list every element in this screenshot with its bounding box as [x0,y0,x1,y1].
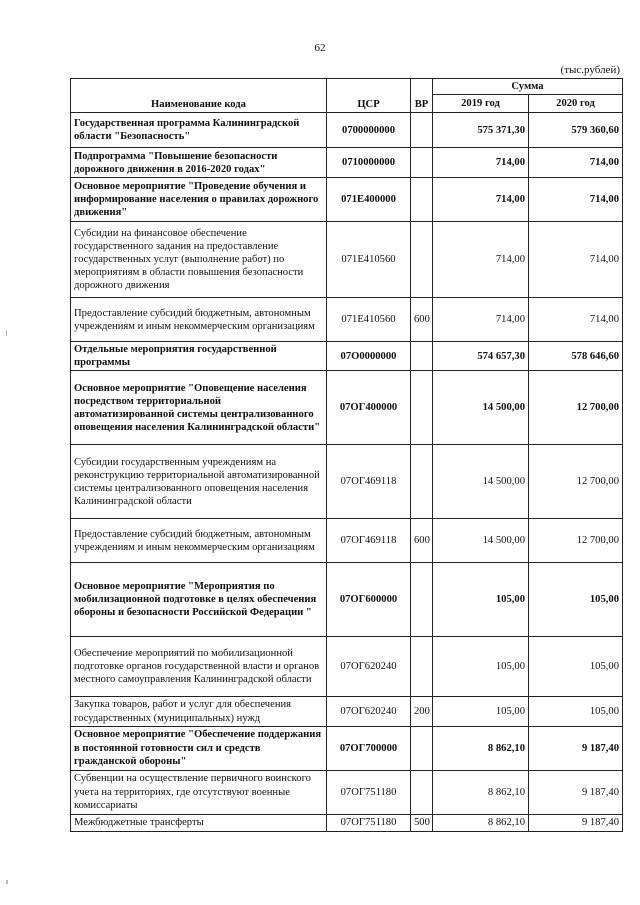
row-sum-2019: 714,00 [433,222,529,298]
table-row [71,222,623,298]
row-sum-2020: 579 360,60 [529,113,623,148]
row-csr: 0710000000 [327,148,411,178]
row-vr [411,770,433,814]
row-sum-2020: 9 187,40 [529,770,623,814]
table-row [71,148,623,178]
table-row [71,519,623,563]
row-csr: 07ОГ751180 [327,770,411,814]
table-row [71,298,623,342]
row-csr: 07ОГ700000 [327,726,411,770]
row-name: Государственная программа Калининградской области "Безопасность" [71,113,327,148]
header-sum: Сумма [433,79,623,95]
header-year-2019: 2019 год [433,95,529,113]
margin-mark-top [6,330,7,336]
row-name: Основное мероприятие "Обеспечение поддержания в постоянной готовности сил и средств гражданской обороны" [71,726,327,770]
row-sum-2020: 9 187,40 [529,814,623,831]
row-sum-2019: 8 862,10 [433,726,529,770]
page-number: 62 [314,42,326,54]
row-csr: 07ОГ751180 [327,814,411,831]
row-name: Обеспечение мероприятий по мобилизационной подготовке органов государственной власти и органов местного самоуправления Калининградской области [71,637,327,697]
row-sum-2019: 14 500,00 [433,519,529,563]
row-sum-2020: 12 700,00 [529,445,623,519]
table-row [71,697,623,726]
row-vr: 200 [411,697,433,726]
row-csr: 0700000000 [327,113,411,148]
row-name: Отдельные мероприятия государственной программы [71,342,327,371]
row-name: Предоставление субсидий бюджетным, автономным учреждениям и иным некоммерческим организациям [71,298,327,342]
row-name: Субсидии на финансовое обеспечение государственного задания на предоставление государственных услуг (выполнение работ) по мероприятиям в области повышения безопасности дорожного движения [71,222,327,298]
row-vr [411,148,433,178]
row-name: Основное мероприятие "Проведение обучения и информирование населения о правилах дорожного движения" [71,178,327,222]
header-row-1 [71,79,623,95]
row-vr [411,445,433,519]
table-row [71,637,623,697]
row-sum-2020: 714,00 [529,178,623,222]
table-row [71,178,623,222]
row-name: Подпрограмма "Повышение безопасности дорожного движения в 2016-2020 годах" [71,148,327,178]
row-vr [411,222,433,298]
row-sum-2019: 14 500,00 [433,445,529,519]
row-sum-2020: 105,00 [529,563,623,637]
row-name: Предоставление субсидий бюджетным, автономным учреждениям и иным некоммерческим организациям [71,519,327,563]
header-vr: ВР [411,79,433,113]
row-vr: 600 [411,298,433,342]
row-csr: 071E410560 [327,222,411,298]
table-row [71,342,623,371]
row-csr: 07ОГ469118 [327,445,411,519]
row-vr: 600 [411,519,433,563]
header-name: Наименование кода [71,79,327,113]
header-year-2020: 2020 год [529,95,623,113]
table-row [71,726,623,770]
row-csr: 07ОГ600000 [327,563,411,637]
row-sum-2019: 575 371,30 [433,113,529,148]
row-sum-2019: 105,00 [433,563,529,637]
row-csr: 07ОГ469118 [327,519,411,563]
table-row [71,445,623,519]
budget-table [70,78,623,832]
row-vr [411,726,433,770]
row-sum-2019: 714,00 [433,148,529,178]
row-sum-2019: 105,00 [433,697,529,726]
row-name: Основное мероприятие "Мероприятия по мобилизационной подготовке в целях обеспечения обороны и безопасности Российской Федерации " [71,563,327,637]
row-sum-2019: 105,00 [433,637,529,697]
row-sum-2020: 105,00 [529,697,623,726]
row-sum-2020: 105,00 [529,637,623,697]
row-vr [411,178,433,222]
table-row [71,563,623,637]
header-csr: ЦСР [327,79,411,113]
row-vr: 500 [411,814,433,831]
row-sum-2020: 714,00 [529,222,623,298]
units-label: (тыс.рублей) [560,64,620,76]
row-sum-2019: 574 657,30 [433,342,529,371]
row-name: Межбюджетные трансферты [71,814,327,831]
table-row [71,770,623,814]
row-vr [411,637,433,697]
row-vr [411,371,433,445]
row-sum-2020: 714,00 [529,298,623,342]
row-csr: 07ОГ400000 [327,371,411,445]
row-csr: 07ОГ620240 [327,637,411,697]
row-csr: 071E400000 [327,178,411,222]
row-sum-2020: 578 646,60 [529,342,623,371]
table-row [71,113,623,148]
row-vr [411,563,433,637]
row-sum-2019: 8 862,10 [433,814,529,831]
row-sum-2020: 12 700,00 [529,519,623,563]
row-sum-2019: 714,00 [433,298,529,342]
row-csr: 071E410560 [327,298,411,342]
table-row [71,814,623,831]
row-name: Основное мероприятие "Оповещение населения посредством территориальной автоматизированной системы централизованного оповещения населения Калининградской области" [71,371,327,445]
row-name: Субвенции на осуществление первичного воинского учета на территориях, где отсутствуют военные комиссариаты [71,770,327,814]
row-sum-2019: 714,00 [433,178,529,222]
row-sum-2019: 8 862,10 [433,770,529,814]
row-vr [411,113,433,148]
row-csr: 07ОГ620240 [327,697,411,726]
row-sum-2020: 9 187,40 [529,726,623,770]
margin-mark-bottom [6,880,8,884]
row-name: Закупка товаров, работ и услуг для обеспечения государственных (муниципальных) нужд [71,697,327,726]
row-sum-2020: 714,00 [529,148,623,178]
table-row [71,371,623,445]
row-name: Субсидии государственным учреждениям на реконструкцию территориальной автоматизированной системы централизованного оповещения населения Калининградской области [71,445,327,519]
table-body [71,113,623,832]
row-sum-2020: 12 700,00 [529,371,623,445]
row-csr: 07О0000000 [327,342,411,371]
row-vr [411,342,433,371]
row-sum-2019: 14 500,00 [433,371,529,445]
